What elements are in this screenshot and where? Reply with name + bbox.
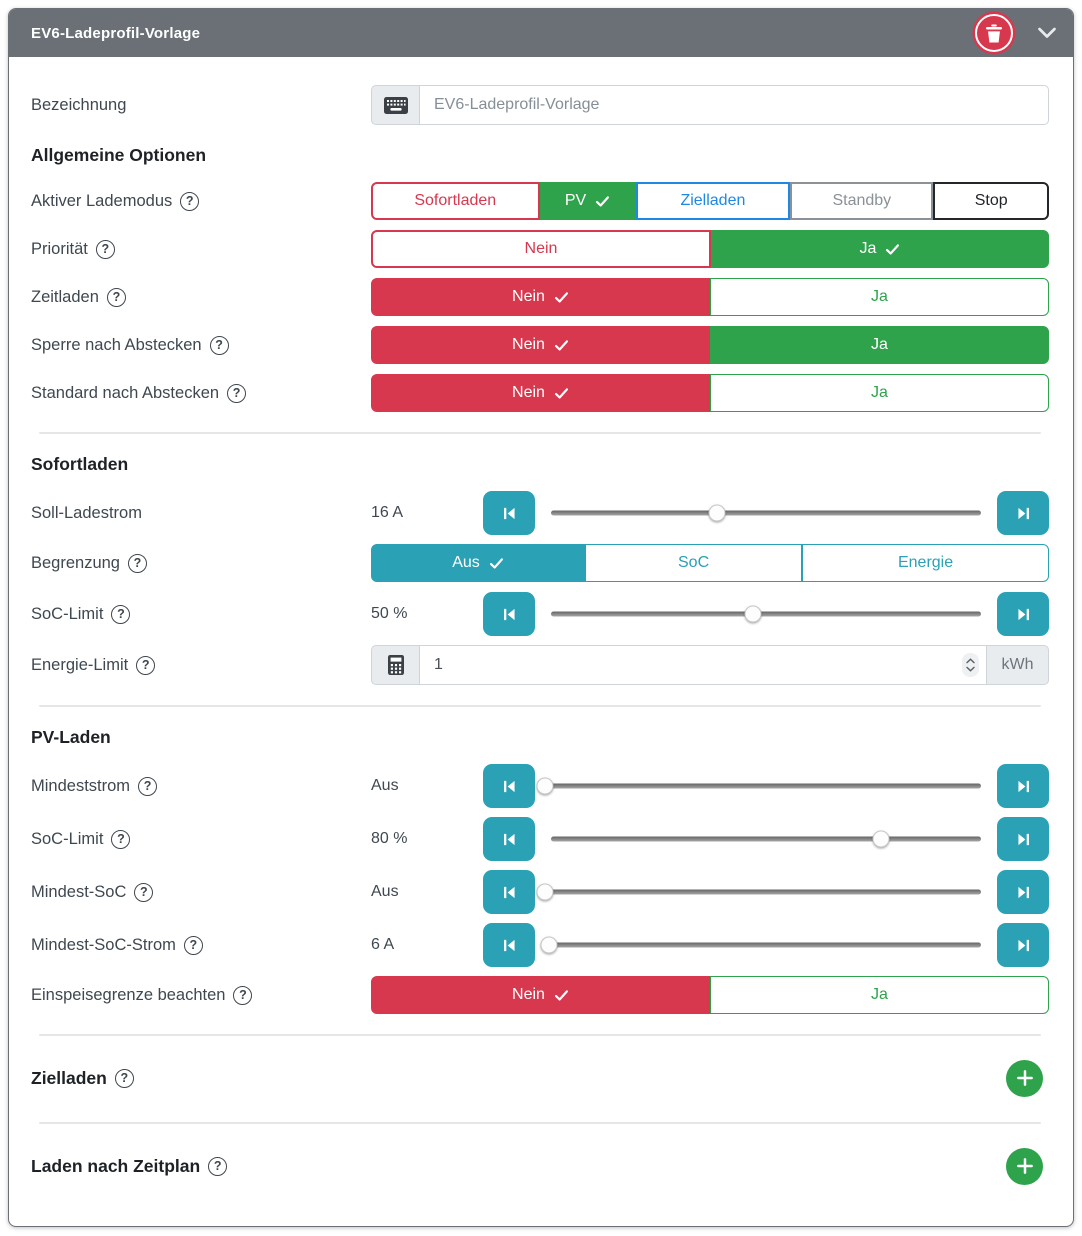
- mindest-soc-slider: [483, 870, 1049, 914]
- zeitladen-button-group: [371, 278, 1049, 316]
- soll-ladestrom-value: 16 A: [371, 504, 404, 521]
- bezeichnung-label: Bezeichnung: [31, 95, 127, 114]
- zeitladen-label: Zeitladen ?: [31, 288, 371, 307]
- section-divider: [39, 705, 1041, 707]
- mindeststrom-value: Aus: [371, 777, 399, 794]
- energie-limit-row: [31, 645, 1049, 685]
- skip-end-icon: [1016, 885, 1031, 900]
- begrenzung-button-group: [371, 544, 1049, 582]
- check-icon: [554, 338, 569, 353]
- zeitladen-row: [31, 278, 1049, 316]
- slider-max-button[interactable]: [997, 870, 1049, 914]
- bezeichnung-row: [31, 85, 1049, 125]
- check-icon: [554, 290, 569, 305]
- mode-pv-button[interactable]: PV: [540, 182, 636, 220]
- einspeisegrenze-label: Einspeisegrenze beachten ?: [31, 986, 371, 1005]
- help-icon[interactable]: ?: [115, 1069, 134, 1088]
- help-icon[interactable]: ?: [180, 192, 199, 211]
- skip-end-icon: [1016, 779, 1031, 794]
- keyboard-addon: [371, 85, 419, 125]
- keyboard-icon: [384, 97, 408, 114]
- add-zielladen-button[interactable]: [1006, 1060, 1043, 1097]
- help-icon[interactable]: ?: [136, 656, 155, 675]
- mindeststrom-label: Mindeststrom ?: [31, 777, 371, 796]
- lademodus-button-group: [371, 182, 1049, 220]
- check-icon: [595, 194, 610, 209]
- sperre-ja-button[interactable]: Ja: [710, 326, 1049, 364]
- slider-min-button[interactable]: [483, 764, 535, 808]
- sperre-row: [31, 326, 1049, 364]
- slider-thumb[interactable]: [537, 884, 554, 901]
- slider-thumb[interactable]: [709, 505, 726, 522]
- soc-limit-slider: [483, 592, 1049, 636]
- slider-thumb[interactable]: [872, 831, 889, 848]
- prioritaet-row: [31, 230, 1049, 268]
- zeitladen-ja-button[interactable]: Ja: [710, 278, 1049, 316]
- mindeststrom-row: [31, 764, 1049, 808]
- card-title: EV6-Ladeprofil-Vorlage: [31, 24, 201, 42]
- einspeisegrenze-nein-button[interactable]: Nein: [371, 976, 710, 1014]
- lademodus-label: Aktiver Lademodus ?: [31, 192, 371, 211]
- skip-start-icon: [502, 885, 517, 900]
- zeitladen-nein-button[interactable]: Nein: [371, 278, 710, 316]
- zeitplan-section-row: [31, 1146, 1049, 1186]
- slider-thumb[interactable]: [541, 937, 558, 954]
- mindest-soc-strom-label: Mindest-SoC-Strom ?: [31, 936, 371, 955]
- check-icon: [489, 556, 504, 571]
- standard-label: Standard nach Abstecken ?: [31, 384, 371, 403]
- mode-sofortladen-button[interactable]: Sofortladen: [371, 182, 540, 220]
- mindest-soc-row: [31, 870, 1049, 914]
- prioritaet-label: Priorität ?: [31, 240, 371, 259]
- card-body: [9, 57, 1073, 1226]
- slider-max-button[interactable]: [997, 764, 1049, 808]
- soll-ladestrom-label: Soll-Ladestrom: [31, 503, 142, 522]
- help-icon[interactable]: ?: [134, 883, 153, 902]
- slider-track[interactable]: [545, 870, 987, 914]
- slider-max-button[interactable]: [997, 817, 1049, 861]
- section-divider: [39, 432, 1041, 434]
- prioritaet-ja-button[interactable]: Ja: [711, 230, 1049, 268]
- help-icon[interactable]: ?: [184, 936, 203, 955]
- bezeichnung-input[interactable]: [419, 85, 1049, 125]
- begrenzung-energie-button[interactable]: Energie: [802, 544, 1049, 582]
- slider-thumb[interactable]: [537, 778, 554, 795]
- energie-limit-number-wrap: [419, 645, 987, 685]
- standard-button-group: [371, 374, 1049, 412]
- help-icon[interactable]: ?: [111, 830, 130, 849]
- help-icon[interactable]: ?: [233, 986, 252, 1005]
- mindest-soc-strom-row: [31, 923, 1049, 967]
- skip-start-icon: [502, 506, 517, 521]
- soll-ladestrom-slider: [483, 491, 1049, 535]
- skip-end-icon: [1016, 607, 1031, 622]
- begrenzung-label: Begrenzung ?: [31, 554, 371, 573]
- sperre-button-group: [371, 326, 1049, 364]
- section-divider: [39, 1122, 1041, 1124]
- mindest-soc-value: Aus: [371, 883, 399, 900]
- einspeisegrenze-button-group: [371, 976, 1049, 1014]
- number-spinner[interactable]: [962, 653, 979, 677]
- energie-limit-input-group: [371, 645, 1049, 685]
- energie-limit-input[interactable]: [419, 645, 987, 685]
- slider-track[interactable]: [545, 491, 987, 535]
- section-heading-sofortladen: Sofortladen: [31, 454, 129, 474]
- slider-max-button[interactable]: [997, 592, 1049, 636]
- sperre-label: Sperre nach Abstecken ?: [31, 336, 371, 355]
- check-icon: [554, 988, 569, 1003]
- help-icon[interactable]: ?: [210, 336, 229, 355]
- soc-limit-label: SoC-Limit ?: [31, 605, 371, 624]
- slider-min-button[interactable]: [483, 491, 535, 535]
- slider-min-button[interactable]: [483, 817, 535, 861]
- section-heading-allgemein: Allgemeine Optionen: [31, 145, 207, 165]
- slider-track[interactable]: [545, 817, 987, 861]
- skip-start-icon: [502, 832, 517, 847]
- skip-end-icon: [1016, 506, 1031, 521]
- calculator-addon: [371, 645, 419, 685]
- mindeststrom-slider: [483, 764, 1049, 808]
- section-heading-pv-laden: PV-Laden: [31, 727, 111, 747]
- soc-limit-value: 50 %: [371, 605, 408, 622]
- pv-soc-limit-value: 80 %: [371, 830, 408, 847]
- add-zeitplan-button[interactable]: [1006, 1148, 1043, 1185]
- help-icon[interactable]: ?: [111, 605, 130, 624]
- standard-ja-button[interactable]: Ja: [710, 374, 1049, 412]
- slider-track[interactable]: [545, 764, 987, 808]
- check-icon: [554, 386, 569, 401]
- zielladen-section-row: [31, 1058, 1049, 1098]
- begrenzung-soc-button[interactable]: SoC: [585, 544, 802, 582]
- section-heading-zielladen: Zielladen ?: [31, 1068, 134, 1089]
- soll-ladestrom-row: [31, 491, 1049, 535]
- unit-addon: kWh: [987, 645, 1049, 685]
- slider-max-button[interactable]: [997, 923, 1049, 967]
- skip-start-icon: [502, 779, 517, 794]
- einspeisegrenze-row: [31, 976, 1049, 1014]
- sperre-nein-button[interactable]: Nein: [371, 326, 710, 364]
- trash-icon: [986, 24, 1002, 43]
- skip-end-icon: [1016, 832, 1031, 847]
- pv-soc-limit-row: [31, 817, 1049, 861]
- help-icon[interactable]: ?: [138, 777, 157, 796]
- einspeisegrenze-ja-button[interactable]: Ja: [710, 976, 1049, 1014]
- mindest-soc-strom-value: 6 A: [371, 936, 395, 953]
- slider-thumb[interactable]: [744, 606, 761, 623]
- skip-start-icon: [502, 938, 517, 953]
- delete-profile-button[interactable]: [975, 14, 1013, 52]
- slider-track[interactable]: [545, 923, 987, 967]
- plus-icon: [1017, 1070, 1033, 1086]
- slider-max-button[interactable]: [997, 491, 1049, 535]
- help-icon[interactable]: ?: [227, 384, 246, 403]
- skip-end-icon: [1016, 938, 1031, 953]
- pv-soc-limit-label: SoC-Limit ?: [31, 830, 371, 849]
- chevron-down-icon: [1037, 27, 1057, 39]
- help-icon[interactable]: ?: [128, 554, 147, 573]
- mindest-soc-strom-slider: [483, 923, 1049, 967]
- section-heading-zeitplan: Laden nach Zeitplan ?: [31, 1156, 227, 1177]
- skip-start-icon: [502, 607, 517, 622]
- mindest-soc-label: Mindest-SoC ?: [31, 883, 371, 902]
- mode-standby-button[interactable]: Standby: [790, 182, 933, 220]
- collapse-card-button[interactable]: [1037, 27, 1057, 39]
- slider-min-button[interactable]: [483, 592, 535, 636]
- pv-soc-limit-slider: [483, 817, 1049, 861]
- prioritaet-button-group: [371, 230, 1049, 268]
- card-header: [9, 9, 1073, 57]
- help-icon[interactable]: ?: [107, 288, 126, 307]
- slider-track[interactable]: [545, 592, 987, 636]
- calculator-icon: [388, 655, 404, 675]
- slider-min-button[interactable]: [483, 923, 535, 967]
- plus-icon: [1017, 1158, 1033, 1174]
- bezeichnung-input-group: [371, 85, 1049, 125]
- standard-row: [31, 374, 1049, 412]
- check-icon: [885, 242, 900, 257]
- mode-stop-button[interactable]: Stop: [933, 182, 1049, 220]
- prioritaet-nein-button[interactable]: Nein: [371, 230, 711, 268]
- ladeprofil-card: [8, 8, 1074, 1227]
- begrenzung-row: [31, 544, 1049, 582]
- energie-limit-label: Energie-Limit ?: [31, 656, 371, 675]
- help-icon[interactable]: ?: [96, 240, 115, 259]
- section-divider: [39, 1034, 1041, 1036]
- soc-limit-row: [31, 592, 1049, 636]
- mode-zielladen-button[interactable]: Zielladen: [636, 182, 791, 220]
- help-icon[interactable]: ?: [208, 1157, 227, 1176]
- lademodus-row: [31, 182, 1049, 220]
- slider-min-button[interactable]: [483, 870, 535, 914]
- standard-nein-button[interactable]: Nein: [371, 374, 710, 412]
- begrenzung-aus-button[interactable]: Aus: [371, 544, 585, 582]
